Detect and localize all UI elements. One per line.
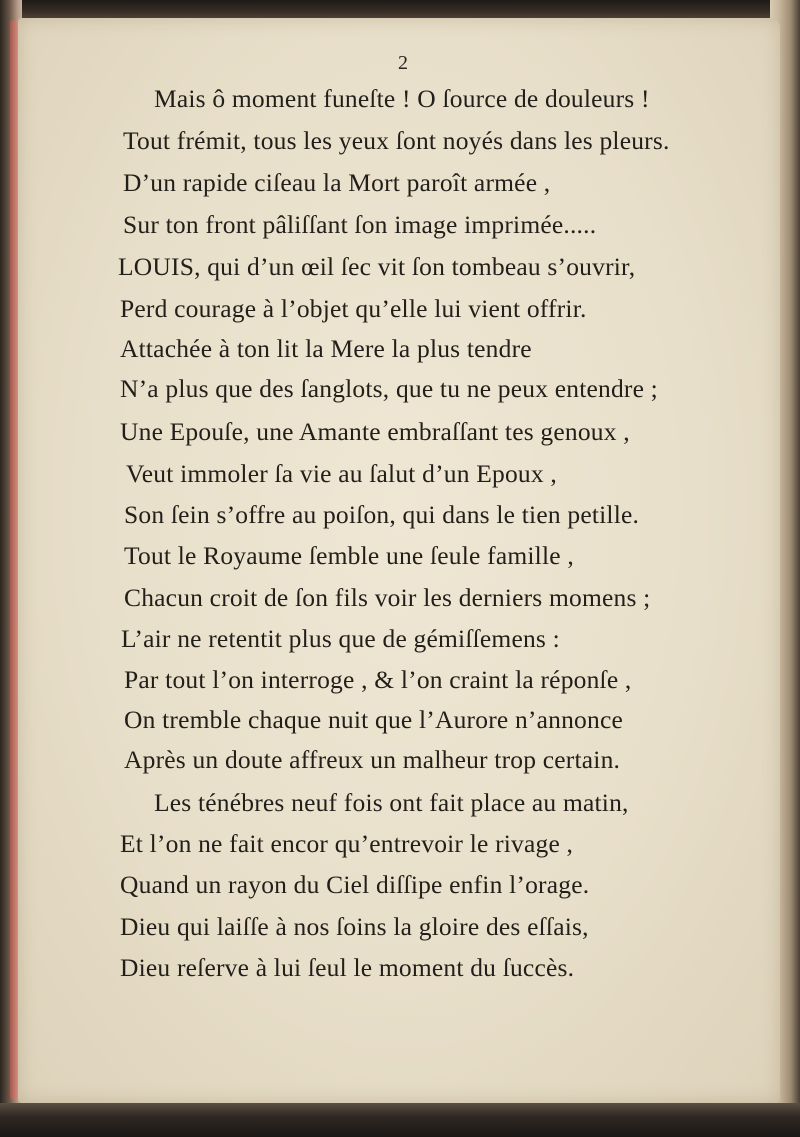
verse-line: Dieu qui laiſſe à nos ſoins la gloire des eſſais,: [120, 912, 589, 941]
verse-line: Tout frémit, tous les yeux ſont noyés dans les pleurs.: [123, 126, 670, 155]
verse-line: Les ténébres neuf fois ont fait place au matin,: [154, 788, 629, 817]
verse-line: Perd courage à l’objet qu’elle lui vient offrir.: [120, 294, 587, 323]
verse-line: N’a plus que des ſanglots, que tu ne peux entendre ;: [120, 374, 658, 403]
verse-line: Attachée à ton lit la Mere la plus tendre: [120, 334, 532, 363]
verse-line: Son ſein s’offre au poiſon, qui dans le tien petille.: [124, 500, 640, 529]
verse-line: D’un rapide ciſeau la Mort paroît armée ,: [123, 168, 551, 197]
verse-line: Une Epouſe, une Amante embraſſant tes genoux ,: [120, 417, 630, 446]
verse-line: Veut immoler ſa vie au ſalut d’un Epoux ,: [126, 459, 557, 488]
verse-line: Après un doute affreux un malheur trop certain.: [124, 745, 621, 774]
verse-line: On tremble chaque nuit que l’Aurore n’annonce: [124, 705, 623, 734]
page-number: 2: [398, 52, 408, 74]
verse-line: Et l’on ne fait encor qu’entrevoir le rivage ,: [120, 829, 574, 858]
verse-line: LOUIS, qui d’un œil ſec vit ſon tombeau s’ouvrir,: [118, 252, 636, 281]
verse-line: Sur ton front pâliſſant ſon image imprimée.....: [123, 210, 597, 239]
verse-line: Chacun croit de ſon fils voir les derniers momens ;: [124, 583, 651, 612]
verse-line: Mais ô moment funeſte ! O ſource de douleurs !: [154, 84, 650, 113]
verse-line: Tout le Royaume ſemble une ſeule famille ,: [124, 541, 574, 570]
verse-line: L’air ne retentit plus que de gémiſſemens :: [121, 624, 560, 653]
verse-line: Par tout l’on interroge , & l’on craint la réponſe ,: [124, 665, 632, 694]
verse-line: Quand un rayon du Ciel diſſipe enfin l’orage.: [120, 870, 590, 899]
verse-line: Dieu reſerve à lui ſeul le moment du ſuccès.: [120, 953, 575, 982]
